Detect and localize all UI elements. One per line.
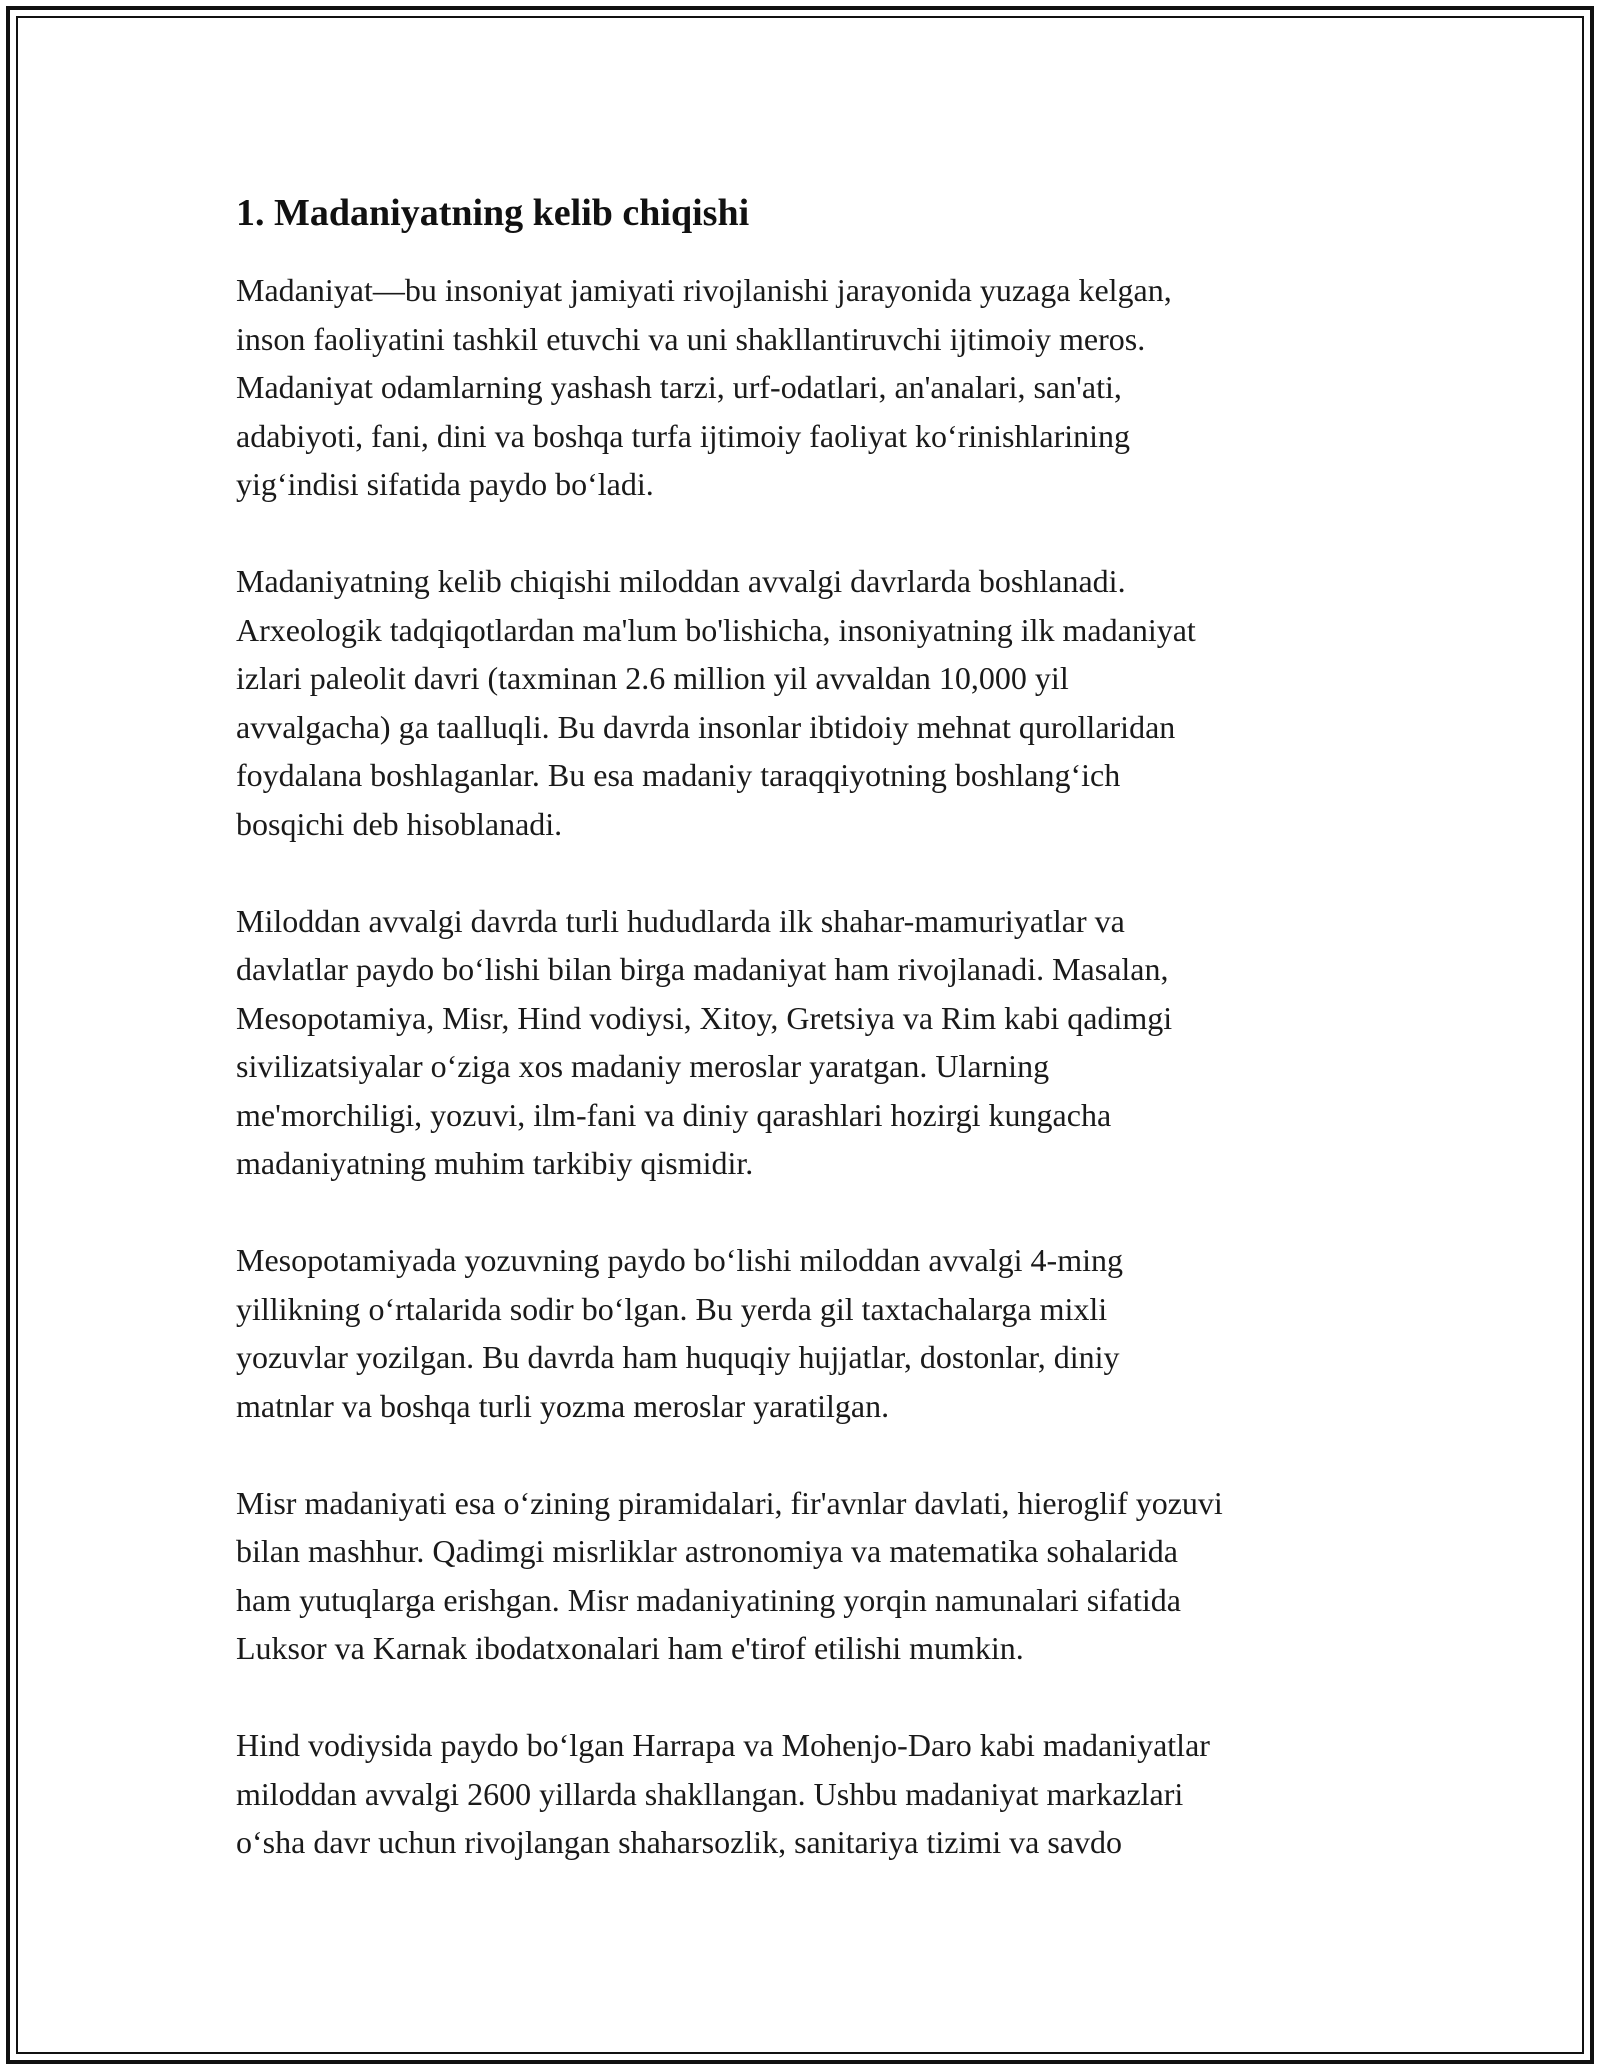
paragraph-5: Misr madaniyati esa o‘zining piramidalari, fir'avnlar davlati, hieroglif yozuvi bilan mashhur. Qadimgi misrliklar astronomiya va matematika sohalarida ham yutuqlarga erishgan. Misr madaniyatining yorqin namunalari sifatida Luksor va Karnak ibodatxonalari ham e'tirof etilishi mumkin. xyxy=(236,1484,1223,1666)
paragraph-6: Hind vodiysida paydo bo‘lgan Harrapa va Mohenjo-Daro kabi madaniyatlar miloddan avvalgi 2600 yillarda shakllangan. Ushbu madaniyat markazlari o‘sha davr uchun rivojlangan shaharsozlik, sanitariya tizimi va savdo xyxy=(236,1727,1210,1860)
section-heading: 1. Madaniyatning kelib chiqishi xyxy=(236,192,750,234)
paragraph-4: Mesopotamiyada yozuvning paydo bo‘lishi miloddan avvalgi 4-ming yillikning o‘rtalarida sodir bo‘lgan. Bu yerda gil taxtachalarga mixli yozuvlar yozilgan. Bu davrda ham huquqiy hujjatlar, dostonlar, diniy matnlar va boshqa turli yozma meroslar yaratilgan. xyxy=(236,1242,1123,1424)
paragraph-2: Madaniyatning kelib chiqishi miloddan avvalgi davrlarda boshlanadi. Arxeologik tadqiqotlardan ma'lum bo'lishicha, insoniyatning ilk madaniyat izlari paleolit davri (taxminan 2.6 million yil avvaldan 10,000 yil avvalgacha) ga taalluqli. Bu davrda insonlar ibtidoiy mehnat qurollaridan foydalana boshlaganlar. Bu esa madaniy taraqqiyotning boshlang‘ich bosqichi deb hisoblanadi. xyxy=(236,563,1196,842)
paragraph-3: Miloddan avvalgi davrda turli hududlarda ilk shahar-mamuriyatlar va davlatlar paydo bo‘lishi bilan birga madaniyat ham rivojlanadi. Masalan, Mesopotamiya, Misr, Hind vodiysi, Xitoy, Gretsiya va Rim kabi qadimgi sivilizatsiyalar o‘ziga xos madaniy meroslar yaratgan. Ularning me'morchiligi, yozuvi, ilm-fani va diniy qarashlari hozirgi kungacha madaniyatning muhim tarkibiy qismidir. xyxy=(236,902,1173,1181)
document-body xyxy=(236,184,1386,1915)
paragraph-1: Madaniyat—bu insoniyat jamiyati rivojlanishi jarayonida yuzaga kelgan, inson faoliyatini tashkil etuvchi va uni shakllantiruvchi ijtimoiy meros. Madaniyat odamlarning yashash tarzi, urf-odatlari, an'analari, san'ati, adabiyoti, fani, dini va boshqa turfa ijtimoiy faoliyat ko‘rinishlarining yig‘indisi sifatida paydo bo‘ladi. xyxy=(236,272,1172,502)
